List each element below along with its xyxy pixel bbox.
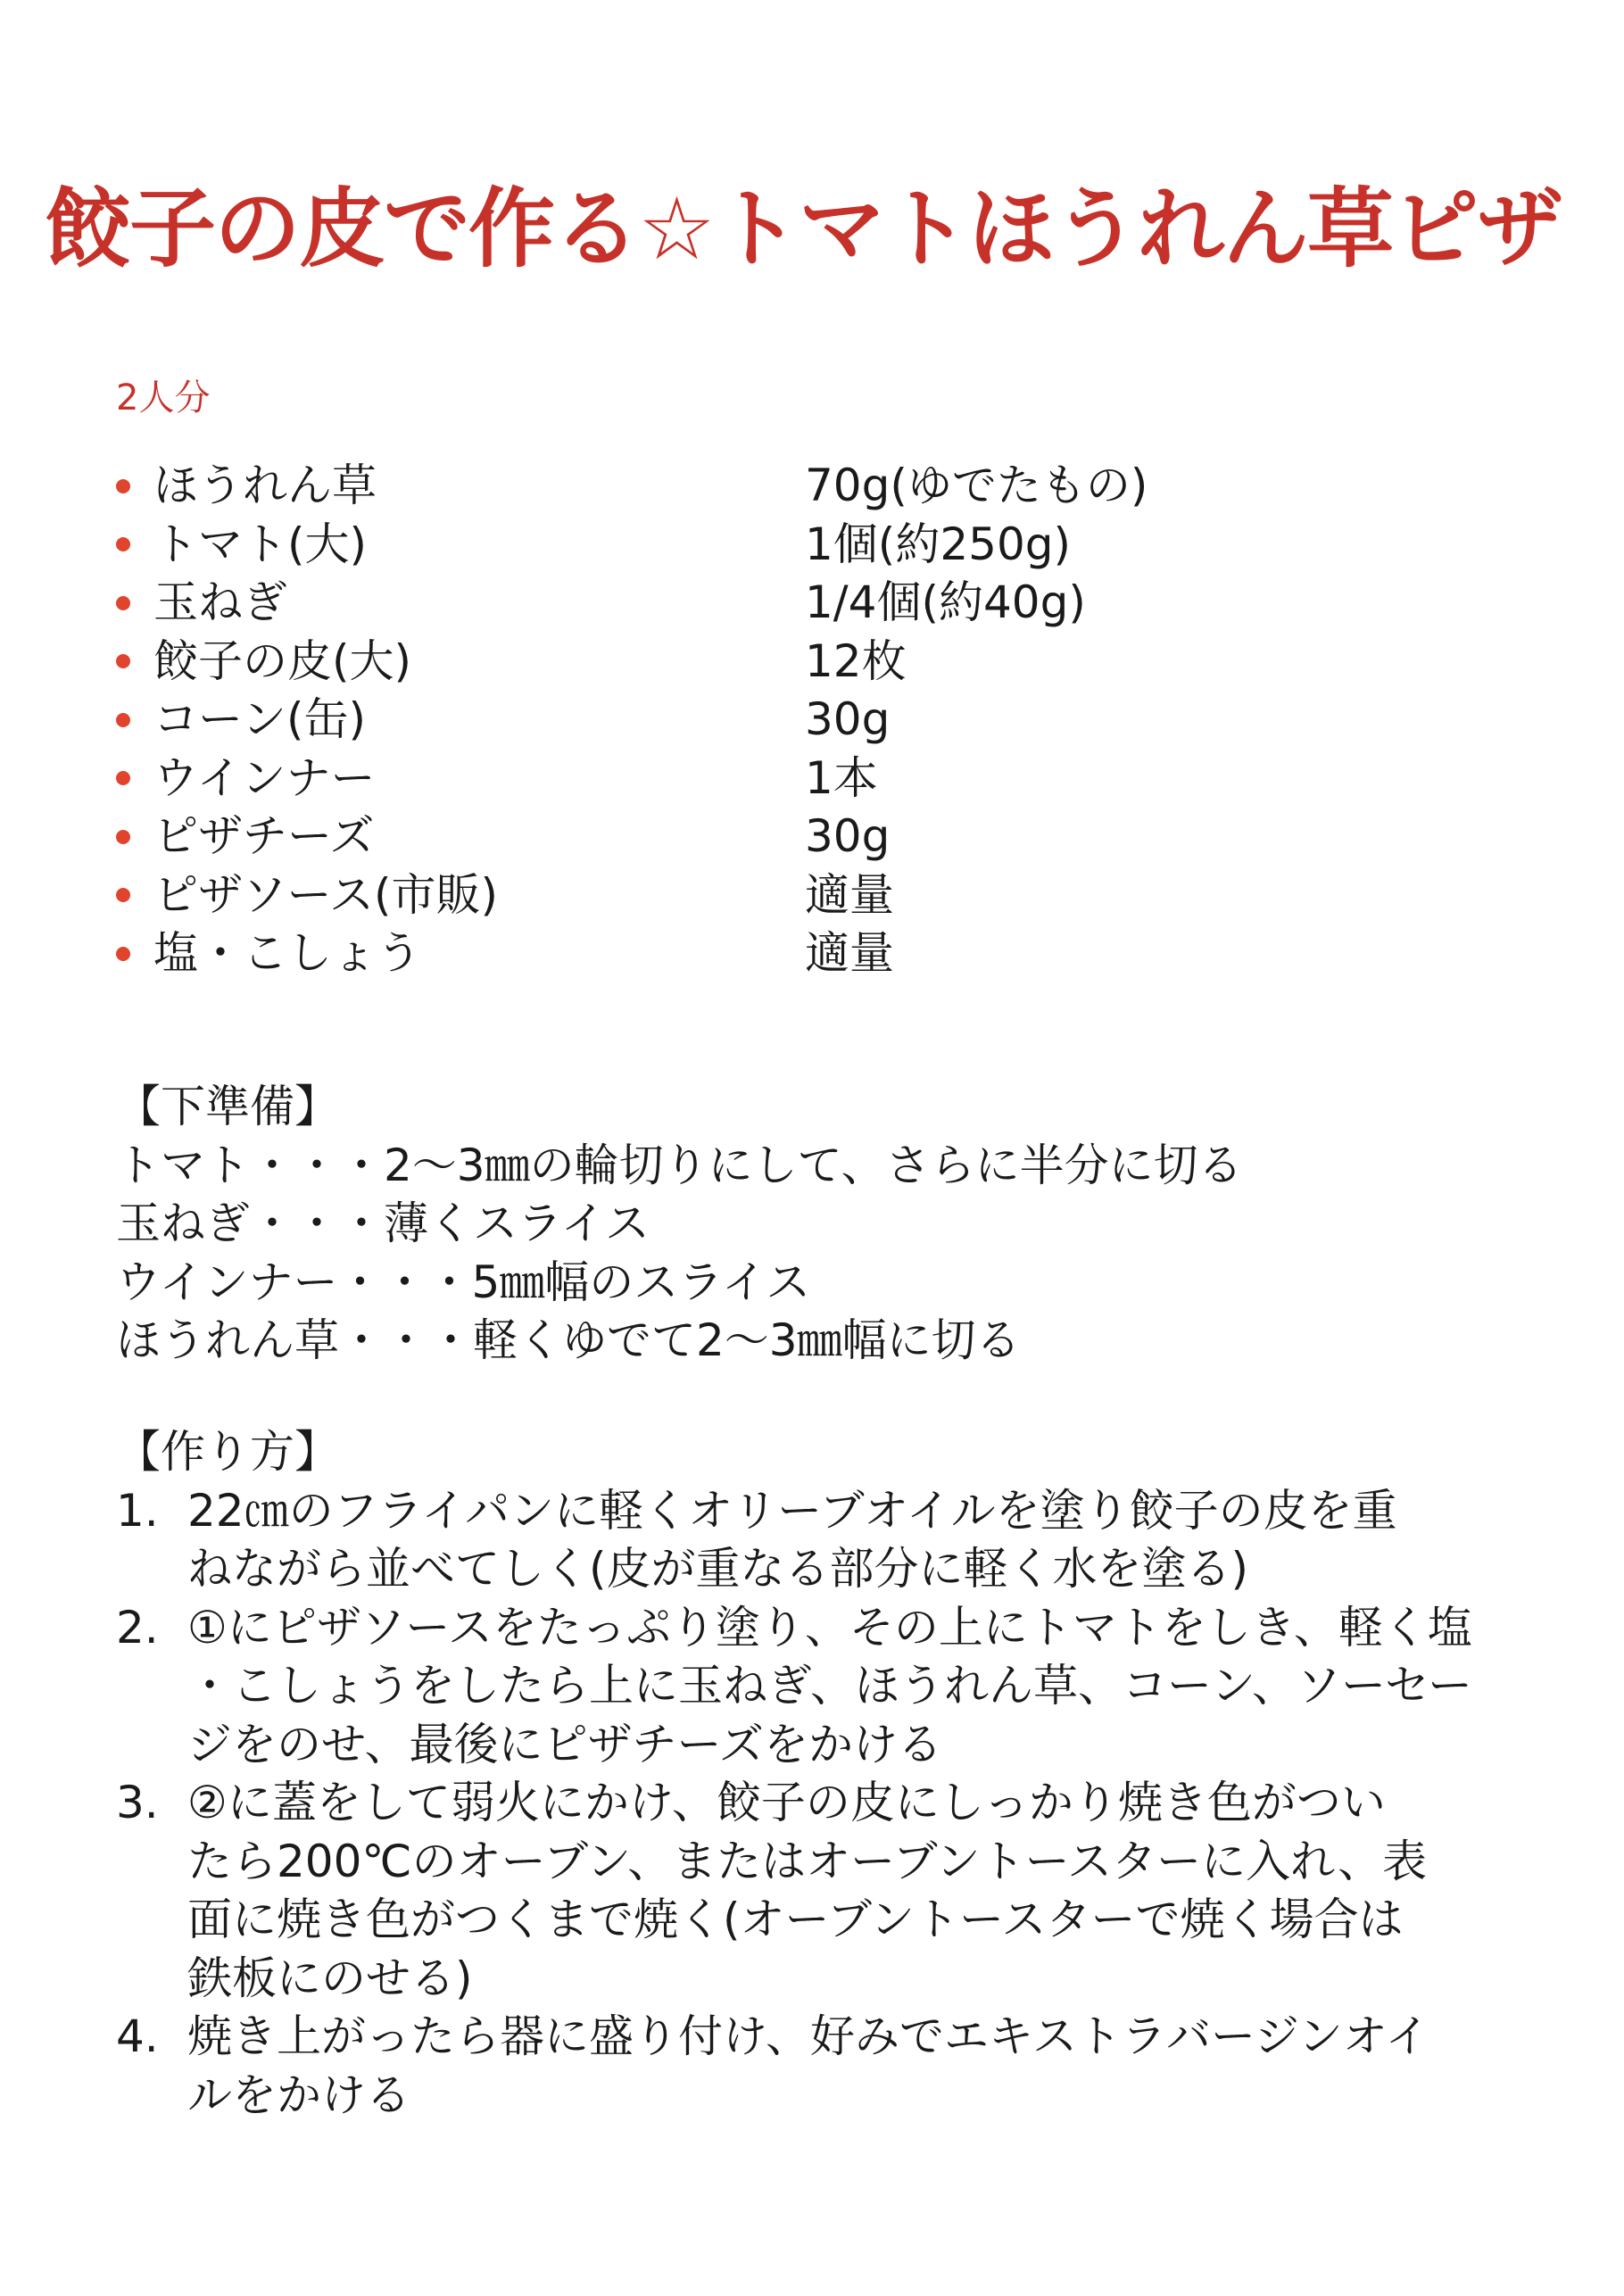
step-item [116, 1482, 1437, 1599]
step-line: 面に焼き色がつくまで焼く(オーブントースターで焼く場合は [187, 1894, 1404, 1945]
ingredient-name: トマト(大) [153, 518, 368, 570]
ingredient-item [116, 924, 1276, 983]
step-number: 4. [116, 2010, 159, 2062]
ingredient-quantity: 70g(ゆでたもの) [805, 460, 1148, 512]
ingredient-list [116, 457, 1276, 983]
prep-line: トマト・・・2〜3㎜の輪切りにして、さらに半分に切る [116, 1139, 1243, 1191]
step-line: ジをのせ、最後にピザチーズをかける [187, 1718, 942, 1770]
step-item [116, 1774, 1437, 2008]
ingredient-quantity: 1/4個(約40g) [805, 576, 1086, 629]
bullet-icon [116, 596, 130, 610]
prep-section [116, 1078, 1243, 1371]
step-text [187, 2008, 1437, 2125]
bullet-icon [116, 830, 130, 844]
bullet-icon [116, 537, 130, 551]
bullet-icon [116, 479, 130, 493]
ingredient-name: 玉ねぎ [153, 576, 287, 629]
ingredient-item [116, 574, 1276, 633]
ingredient-quantity: 適量 [805, 868, 894, 921]
step-number: 3. [116, 1777, 159, 1828]
step-text [187, 1599, 1472, 1775]
ingredient-item [116, 516, 1276, 575]
prep-line: 玉ねぎ・・・薄くスライス [116, 1198, 650, 1249]
ingredient-name: 餃子の皮(大) [153, 634, 412, 687]
ingredient-item [116, 808, 1276, 866]
method-heading: 【作り方】 [116, 1426, 339, 1478]
step-text [187, 1482, 1437, 1599]
step-line: 22㎝のフライパンに軽くオリーブオイルを塗り餃子の皮を重 [187, 1484, 1397, 1537]
ingredient-name: コーン(缶) [153, 693, 367, 746]
prep-line: ほうれん草・・・軽くゆでて2〜3㎜幅に切る [116, 1314, 1021, 1366]
bullet-icon [116, 771, 130, 785]
ingredient-quantity: 12枚 [805, 634, 907, 687]
step-line: ②に蓋をして弱火にかけ、餃子の皮にしっかり焼き色がつい [187, 1777, 1386, 1828]
step-item [116, 1599, 1472, 1775]
ingredient-item [116, 633, 1276, 692]
recipe-title: 餃子の皮で作る☆トマトほうれん草ピザ [45, 178, 1562, 279]
ingredient-quantity: 1本 [805, 751, 878, 804]
ingredient-name: 塩・こしょう [153, 927, 421, 980]
bullet-icon [116, 947, 130, 961]
ingredient-quantity: 適量 [805, 927, 894, 980]
step-line: ・こしょうをしたら上に玉ねぎ、ほうれん草、コーン、ソーセー [187, 1660, 1472, 1712]
ingredient-quantity: 1個(約250g) [805, 518, 1071, 570]
ingredient-item [116, 691, 1276, 750]
step-line: ねながら並べてしく(皮が重なる部分に軽く水を塗る) [187, 1543, 1249, 1595]
ingredient-quantity: 30g [805, 810, 891, 863]
step-line: ①にピザソースをたっぷり塗り、その上にトマトをしき、軽く塩 [187, 1601, 1472, 1654]
step-number: 1. [116, 1484, 159, 1537]
ingredient-name: ピザチーズ [153, 810, 375, 863]
ingredient-item [116, 866, 1276, 925]
step-item [116, 2008, 1437, 2125]
ingredient-name: ピザソース(市販) [153, 868, 499, 921]
step-number: 2. [116, 1601, 159, 1654]
servings-label: 2人分 [116, 377, 211, 419]
bullet-icon [116, 888, 130, 902]
ingredient-name: ウインナー [153, 751, 376, 804]
ingredient-item [116, 457, 1276, 516]
step-line: たら200℃のオーブン、またはオーブントースターに入れ、表 [187, 1835, 1428, 1887]
ingredient-item [116, 750, 1276, 808]
bullet-icon [116, 713, 130, 727]
step-text [187, 1774, 1437, 2008]
bullet-icon [116, 654, 130, 668]
prep-heading: 【下準備】 [116, 1081, 339, 1132]
ingredient-quantity: 30g [805, 693, 891, 746]
step-line: ルをかける [187, 2068, 410, 2121]
method-section [116, 1423, 1472, 2125]
ingredient-name: ほうれん草 [153, 460, 377, 512]
step-line: 鉄板にのせる) [187, 1952, 473, 2004]
step-line: 焼き上がったら器に盛り付け、好みでエキストラバージンオイ [187, 2010, 1430, 2062]
prep-line: ウインナー・・・5㎜幅のスライス [116, 1256, 811, 1308]
step-list [116, 1482, 1472, 2126]
